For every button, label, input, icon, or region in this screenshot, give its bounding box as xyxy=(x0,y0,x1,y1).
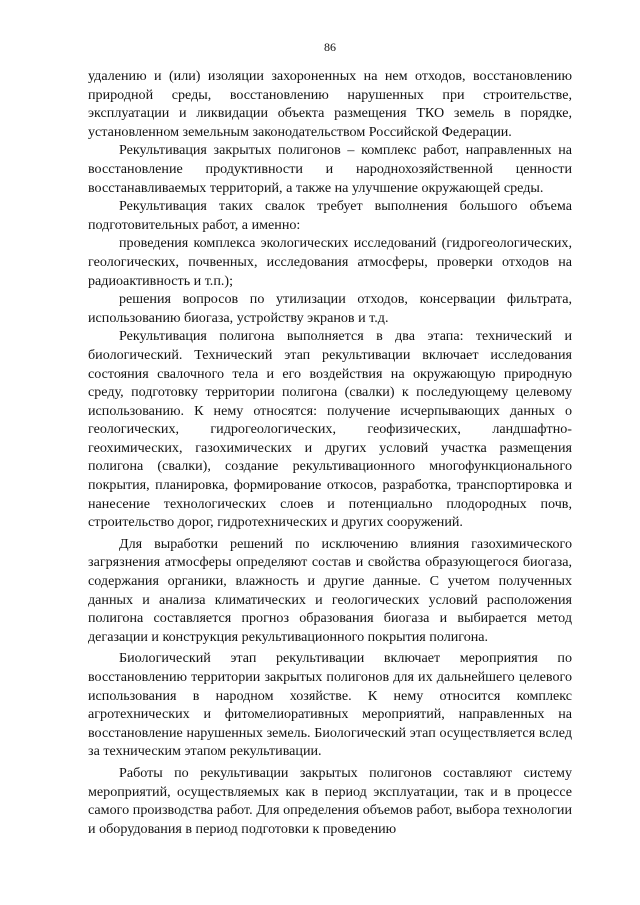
list-item-waste-utilization: решения вопросов по утилизации отходов, консервации фильтрата, использованию биогаза, устройству экранов и т.д. xyxy=(88,291,572,326)
paragraph-biological-stage: Биологический этап рекультивации включает мероприятия по восстановлению территории закрытых полигонов для их дальнейшего целевого использования в народном хозяйстве. К нему относится комплекс агротехнических и фитомелиоративных мероприятий, направленных на восстановление нарушенных земель. Биологический этап осуществляется вслед за техническим этапом рекультивации. xyxy=(88,650,572,760)
paragraph-technical-stage: Рекультивация полигона выполняется в два этапа: технический и биологический. Технический этап рекультивации включает исследования состояния свалочного тела и его воздействия на окружающую природную среду, подготовку территории полигона (свалки) к последующему целевому использованию. К нему относятся: получение исчерпывающих данных о геологических, гидрогеологических, геофизических, ландшафтно-геохимических, газохимических и других условий участка размещения полигона (свалки), создание рекультивационного многофункционального покрытия, планировка, формирование откосов, разработка, транспортировка и нанесение технологических слоев и потенциально плодородных почв, строительство дорог, гидротехнических и других сооружений. xyxy=(88,328,572,531)
paragraph-continuation: удалению и (или) изоляции захороненных на нем отходов, восстановлению природной среды, восстановлению нарушенных при строительстве, эксплуатации и ликвидации объекта размещения ТКО земель в порядке, установленном земельным законодательством Российской Федерации. xyxy=(88,68,572,140)
list-item-ecological-research: проведения комплекса экологических исследований (гидрогеологических, геологических, почвенных, исследования атмосферы, проверки отходов на радиоактивность и т.п.); xyxy=(88,235,572,289)
paragraph-recultivation-definition: Рекультивация закрытых полигонов – комплекс работ, направленных на восстановление продуктивности и народнохозяйственной ценности восстанавливаемых территорий, а также на улучшение окружающей среды. xyxy=(88,142,572,196)
paragraph-gas-chemical: Для выработки решений по исключению влияния газохимического загрязнения атмосферы определяют состав и свойства образующегося биогаза, содержания органики, влажность и другие данные. С учетом полученных данных и анализа климатических и геологических условий расположения полигона составляется прогноз образования биогаза и выбирается метод дегазации и конструкция рекультивационного покрытия полигона. xyxy=(88,535,572,645)
page-number: 86 xyxy=(324,40,336,54)
paragraph-works-system: Работы по рекультивации закрытых полигонов составляют систему мероприятий, осуществляемых как в период эксплуатации, так и в процессе самого производства работ. Для определения объемов работ, выбора технологии и оборудования в период подготовки к проведению xyxy=(88,764,572,837)
paragraph-preparatory-works: Рекультивация таких свалок требует выполнения большого объема подготовительных работ, а именно: xyxy=(88,198,572,233)
